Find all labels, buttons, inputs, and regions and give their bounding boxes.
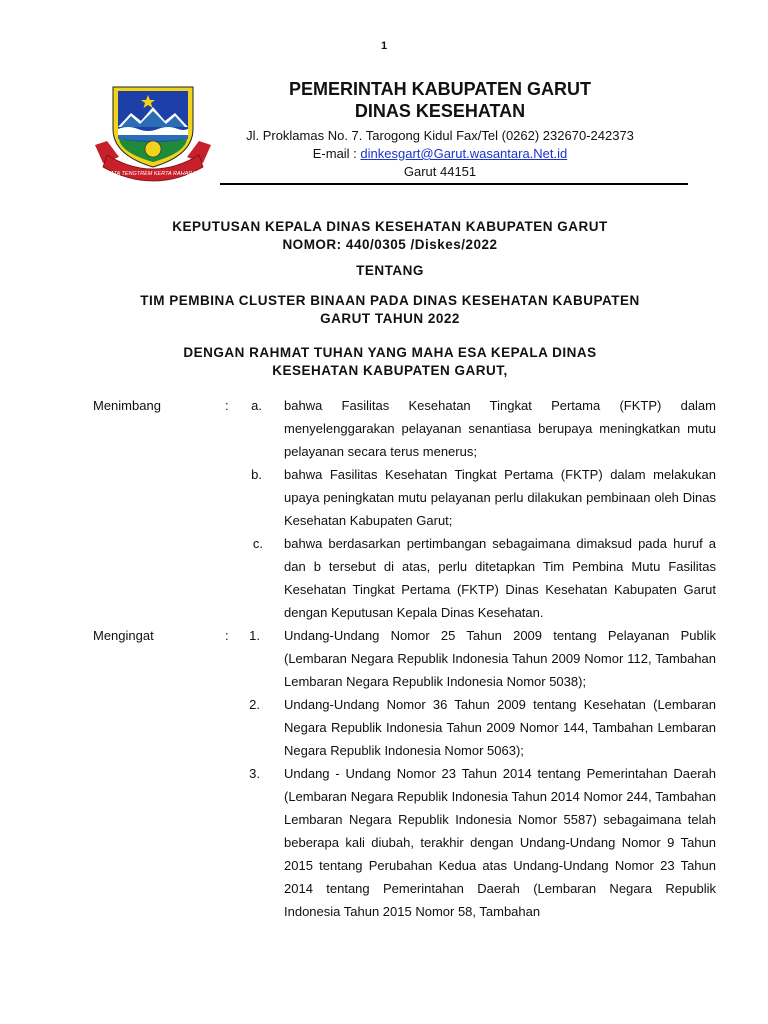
menimbang-label: Menimbang [93, 398, 161, 413]
letterhead-divider [220, 183, 688, 185]
mengingat-colon: : [225, 628, 229, 643]
email-label: E-mail : [312, 146, 361, 161]
email-link[interactable]: dinkesgart@Garut.wasantara.Net.id [360, 146, 568, 161]
department-name: DINAS KESEHATAN [354, 101, 526, 121]
mengingat-item [0, 762, 768, 923]
mengingat-label: Mengingat [93, 628, 154, 643]
subject-line2: GARUT TAHUN 2022 [320, 311, 460, 326]
email-line [200, 145, 680, 163]
city-line: Garut 44151 [403, 164, 477, 179]
item-marker: 1. [249, 628, 260, 643]
menimbang-item [0, 463, 768, 532]
logo-motto: TATA TENGTREM KERTA RAHARJA [107, 171, 199, 177]
decree-body [0, 394, 768, 923]
item-marker: 2. [249, 697, 260, 712]
menimbang-item [0, 532, 768, 624]
decree-number: NOMOR: 440/0305 /Diskes/2022 [282, 237, 498, 252]
tentang-heading: TENTANG [356, 263, 424, 278]
item-marker: b. [251, 467, 262, 482]
item-text: Undang - Undang Nomor 23 Tahun 2014 tentang Pemerintahan Daerah (Lembaran Negara Republik Indonesia Tahun 2014 Nomor 244, Tambahan Lembaran Negara Republik Indonesia Nomor 5587) sebagaimana telah beberapa kali diubah, terakhir dengan Undang-Undang Nomor 9 Tahun 2015 tentang Perubahan Kedua atas Undang-Undang Nomor 23 Tahun 2014 tentang Pemerintahan Daerah (Lembaran Negara Republik Indonesia Tahun 2015 Nomor 58, Tambahan [284, 766, 716, 919]
menimbang-item [0, 394, 768, 463]
item-text: bahwa berdasarkan pertimbangan sebagaimana dimaksud pada huruf a dan b tersebut di atas, perlu ditetapkan Tim Pembina Mutu Fasilitas Kesehatan Tingkat Pertama (FKTP) Dinas Kesehatan Kabupaten Garut dengan Keputusan Kepala Dinas Kesehatan. [284, 536, 716, 620]
mengingat-item [0, 624, 768, 693]
mengingat-item [0, 693, 768, 762]
subject-line1: TIM PEMBINA CLUSTER BINAAN PADA DINAS KESEHATAN KABUPATEN [140, 293, 640, 308]
menimbang-colon: : [225, 398, 229, 413]
letterhead [200, 78, 680, 181]
page-number: 1 [380, 40, 388, 52]
item-text: bahwa Fasilitas Kesehatan Tingkat Pertama (FKTP) dalam melakukan upaya peningkatan mutu pelayanan perlu dilakukan pembinaan oleh Dinas Kesehatan Kabupaten Garut; [284, 467, 716, 528]
address-line: Jl. Proklamas No. 7. Tarogong Kidul Fax/Tel (0262) 232670-242373 [246, 128, 634, 143]
opening-line1: DENGAN RAHMAT TUHAN YANG MAHA ESA KEPALA DINAS [183, 345, 597, 360]
agency-name: PEMERINTAH KABUPATEN GARUT [289, 79, 591, 99]
opening-line2: KESEHATAN KABUPATEN GARUT, [272, 363, 508, 378]
garut-coat-of-arms-logo [93, 83, 213, 187]
item-text: bahwa Fasilitas Kesehatan Tingkat Pertama (FKTP) dalam menyelenggarakan pelayanan senantiasa berupaya meningkatkan mutu pelayanan secara terus menerus; [284, 398, 716, 459]
decree-title-line1: KEPUTUSAN KEPALA DINAS KESEHATAN KABUPATEN GARUT [172, 219, 608, 234]
item-marker: c. [252, 536, 263, 551]
item-marker: a. [251, 398, 262, 413]
item-marker: 3. [249, 766, 260, 781]
item-text: Undang-Undang Nomor 25 Tahun 2009 tentang Pelayanan Publik (Lembaran Negara Republik Indonesia Tahun 2009 Nomor 112, Tambahan Lembaran Negara Republik Indonesia Nomor 5038); [284, 628, 716, 689]
item-text: Undang-Undang Nomor 36 Tahun 2009 tentang Kesehatan (Lembaran Negara Republik Indonesia Tahun 2009 Nomor 144, Tambahan Lembaran Negara Republik Indonesia Nomor 5063); [284, 697, 716, 758]
